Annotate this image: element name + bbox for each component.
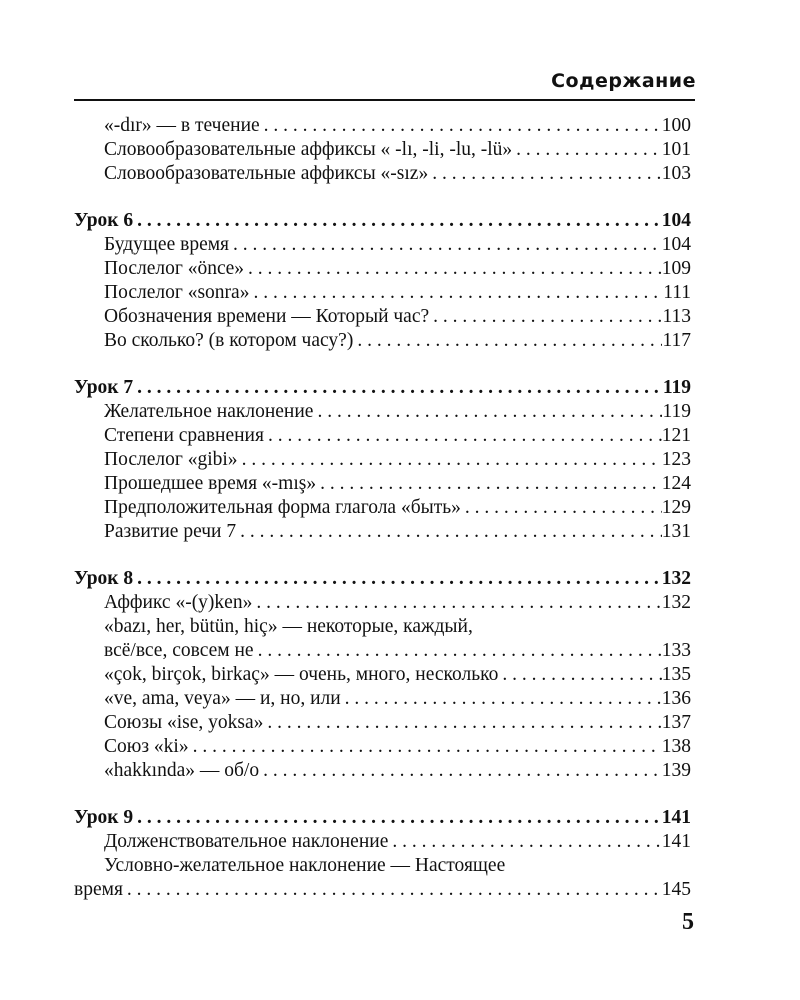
- toc-entry-page: 133: [661, 640, 691, 661]
- toc-entry[interactable]: [74, 257, 691, 281]
- toc-entry-page: 137: [661, 712, 691, 733]
- toc-entry-page: 141: [661, 831, 691, 852]
- toc-entry-title: время: [74, 879, 123, 900]
- page-number: 5: [682, 909, 694, 935]
- toc-entry-page: 111: [663, 282, 691, 303]
- dot-leader: [429, 305, 662, 329]
- toc-lesson-6[interactable]: [74, 209, 691, 233]
- dot-leader: [249, 281, 663, 305]
- dot-leader: [263, 711, 661, 735]
- toc-entry-title: Союз «ki»: [104, 736, 189, 757]
- dot-leader: [238, 448, 662, 472]
- toc-entry[interactable]: [74, 138, 691, 162]
- toc-entry-page: 132: [661, 592, 691, 613]
- dot-leader: [133, 376, 663, 400]
- toc-entry[interactable]: [74, 759, 691, 783]
- dot-leader: [313, 400, 662, 424]
- toc-lesson-page: 104: [661, 210, 691, 231]
- toc-lesson-title: Урок 7: [74, 377, 134, 398]
- toc-entry-page: 129: [661, 497, 691, 518]
- toc-entry[interactable]: [74, 281, 691, 305]
- toc-entry-page: 139: [661, 760, 691, 781]
- toc-entry-page: 104: [661, 234, 691, 255]
- toc-lesson-page: 119: [662, 377, 691, 398]
- dot-leader: [260, 114, 662, 138]
- dot-leader: [133, 567, 662, 591]
- toc-entry[interactable]: [74, 496, 691, 520]
- toc-entry-page: 145: [661, 879, 691, 900]
- toc-entry[interactable]: [74, 114, 691, 138]
- dot-leader: [353, 329, 662, 353]
- dot-leader: [316, 472, 662, 496]
- dot-leader: [189, 735, 662, 759]
- toc-entry-page: 113: [662, 306, 691, 327]
- toc-entry-title: Долженствовательное наклонение: [104, 831, 389, 852]
- toc-entry[interactable]: [74, 711, 691, 735]
- toc-entry-title: Послелог «sonra»: [104, 282, 250, 303]
- toc-entry-page: 136: [661, 688, 691, 709]
- toc-entry-page: 124: [661, 473, 691, 494]
- dot-leader: [341, 687, 662, 711]
- dot-leader: [461, 496, 662, 520]
- toc-entry-title: Будущее время: [104, 234, 230, 255]
- toc-entry-title: Прошедшее время «-mış»: [104, 473, 317, 494]
- toc-entry-page: 138: [661, 736, 691, 757]
- toc-entry[interactable]: [74, 472, 691, 496]
- toc-entry-title: Степени сравнения: [104, 425, 264, 446]
- toc-entry-title: Послелог «gibi»: [104, 449, 238, 470]
- dot-leader: [264, 424, 662, 448]
- header-rule: [74, 99, 695, 101]
- section-gap: [74, 353, 691, 376]
- toc-lesson-page: 132: [661, 568, 691, 589]
- dot-leader: [252, 591, 661, 615]
- toc-entry-title: Словообразовательные аффиксы « -lı, -li, -lu, -lü»: [104, 139, 513, 160]
- dot-leader: [388, 830, 661, 854]
- toc-entry-page: 123: [661, 449, 691, 470]
- dot-leader: [123, 878, 662, 902]
- dot-leader: [244, 257, 662, 281]
- toc-entry-title: Желательное наклонение: [104, 401, 314, 422]
- toc-entry[interactable]: [74, 663, 691, 687]
- toc-entry[interactable]: [74, 735, 691, 759]
- section-gap: [74, 186, 691, 209]
- dot-leader: [229, 233, 662, 257]
- running-header: Содержание: [551, 70, 696, 92]
- toc-entry-page: 101: [661, 139, 691, 160]
- toc-entry[interactable]: [74, 878, 691, 902]
- dot-leader: [133, 209, 662, 233]
- toc-entry[interactable]: [74, 400, 691, 424]
- toc-entry-title: «ve, ama, veya» — и, но, или: [104, 688, 341, 709]
- toc-entry[interactable]: [74, 424, 691, 448]
- toc-entry[interactable]: [74, 639, 691, 663]
- toc-entry-page: 103: [661, 163, 691, 184]
- toc-entry-page: 100: [661, 115, 691, 136]
- dot-leader: [254, 639, 662, 663]
- toc-lesson-title: Урок 9: [74, 807, 134, 828]
- toc-entry[interactable]: [74, 830, 691, 854]
- toc-entry-title: Аффикс «-(y)ken»: [104, 592, 253, 613]
- toc-entry-page: 119: [662, 401, 691, 422]
- dot-leader: [428, 162, 662, 186]
- toc-lesson-title: Урок 6: [74, 210, 134, 231]
- toc-entry-page: 109: [661, 258, 691, 279]
- dot-leader: [512, 138, 662, 162]
- section-gap: [74, 783, 691, 806]
- toc-entry[interactable]: [74, 329, 691, 353]
- toc-entry-line[interactable]: «bazı, her, bütün, hiç» — некоторые, каждый,: [104, 616, 473, 637]
- toc-lesson-title: Урок 8: [74, 568, 134, 589]
- toc-entry[interactable]: [74, 162, 691, 186]
- toc-entry[interactable]: [74, 448, 691, 472]
- table-of-contents: [74, 114, 691, 902]
- section-gap: [74, 544, 691, 567]
- toc-entry-title: «çok, birçok, birkaç» — очень, много, несколько: [104, 664, 499, 685]
- toc-entry-title: Предположительная форма глагола «быть»: [104, 497, 461, 518]
- toc-entry-title: Союзы «ise, yoksa»: [104, 712, 264, 733]
- toc-entry-title: Словообразовательные аффиксы «-sız»: [104, 163, 429, 184]
- dot-leader: [236, 520, 662, 544]
- toc-entry-page: 131: [661, 521, 691, 542]
- toc-lesson-9[interactable]: [74, 806, 691, 830]
- toc-lesson-page: 141: [661, 807, 691, 828]
- toc-entry[interactable]: [74, 591, 691, 615]
- toc-entry[interactable]: [74, 687, 691, 711]
- toc-entry-title: Послелог «önce»: [104, 258, 245, 279]
- toc-entry-title: «-dır» — в течение: [104, 115, 260, 136]
- toc-entry[interactable]: [74, 520, 691, 544]
- toc-lesson-7[interactable]: [74, 376, 691, 400]
- dot-leader: [259, 759, 662, 783]
- dot-leader: [498, 663, 661, 687]
- toc-entry-page: 121: [661, 425, 691, 446]
- toc-entry[interactable]: [74, 305, 691, 329]
- toc-entry[interactable]: [74, 233, 691, 257]
- toc-entry-title: Обозначения времени — Который час?: [104, 306, 430, 327]
- toc-entry-title: всё/все, совсем не: [104, 640, 254, 661]
- toc-entry-title: Во сколько? (в котором часу?): [104, 330, 354, 351]
- toc-entry-title: Развитие речи 7: [104, 521, 237, 542]
- toc-entry-line[interactable]: Условно-желательное наклонение — Настоящее: [104, 855, 506, 876]
- dot-leader: [133, 806, 662, 830]
- toc-entry-page: 135: [661, 664, 691, 685]
- toc-entry-page: 117: [662, 330, 691, 351]
- toc-entry-title: «hakkında» — об/о: [104, 760, 260, 781]
- toc-lesson-8[interactable]: [74, 567, 691, 591]
